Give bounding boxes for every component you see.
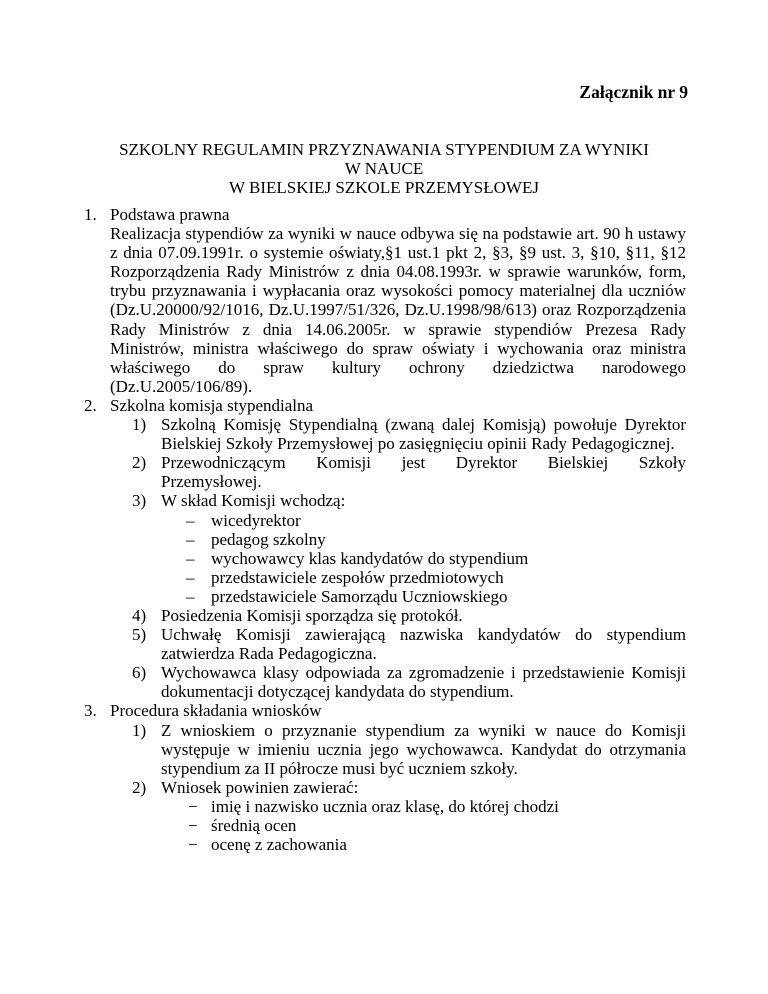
dash-mark: − (188, 816, 198, 835)
section-legal-basis (84, 205, 686, 396)
content-text: imię i nazwisko ucznia oraz klasę, do której chodzi (211, 796, 559, 816)
dash-mark: – (186, 510, 195, 530)
content-text: średnią ocen (211, 816, 297, 835)
document-body (84, 205, 686, 855)
procedure-point-2 (132, 777, 686, 855)
section-committee (84, 395, 686, 702)
point-number: 3) (132, 491, 147, 511)
point-text: Posiedzenia Komisji sporządza się protokół. (161, 605, 463, 625)
dash-mark: – (186, 586, 195, 606)
content-item (188, 796, 686, 816)
member-text: przedstawiciele Samorządu Uczniowskiego (211, 586, 508, 606)
point-text-line-2: Przemysłowej. (161, 472, 262, 492)
committee-point-4 (132, 605, 686, 625)
point-text: W skład Komisji wchodzą: (161, 491, 346, 511)
procedure-point-1 (132, 720, 686, 778)
content-item (188, 816, 686, 835)
section-heading: Szkolna komisja stypendialna (110, 395, 314, 415)
committee-point-1 (132, 415, 686, 454)
point-text-line-1: Przewodniczącym Komisji jest Dyrektor Bielskiej Szkoły (161, 453, 686, 473)
member-text: przedstawiciele zespołów przedmiotowych (211, 567, 504, 587)
annex-label: Załącznik nr 9 (579, 82, 688, 102)
member-text: pedagog szkolny (211, 529, 326, 549)
point-number: 5) (132, 625, 147, 645)
member-item (186, 510, 686, 530)
section-heading: Podstawa prawna (110, 205, 230, 224)
point-number: 4) (132, 605, 147, 625)
document-title (60, 140, 708, 197)
point-number: 6) (132, 663, 147, 683)
section-number: 3. (84, 701, 97, 721)
dash-mark: – (186, 567, 195, 587)
dash-mark: − (188, 796, 198, 816)
point-number: 1) (132, 720, 147, 740)
content-text: ocenę z zachowania (211, 835, 347, 855)
dash-mark: – (186, 548, 195, 568)
member-text: wychowawcy klas kandydatów do stypendium (211, 548, 529, 568)
member-item (186, 586, 686, 606)
point-text: Szkolną Komisję Stypendialną (zwaną dalej Komisją) powołuje Dyrektor Bielskiej Szkoły Przemysłowej po zasięgnięciu opinii Rady Pedagogicznej. (161, 415, 686, 454)
point-number: 2) (132, 777, 147, 797)
committee-point-3 (132, 491, 686, 606)
title-line-1: SZKOLNY REGULAMIN PRZYZNAWANIA STYPENDIUM ZA WYNIKI (119, 140, 649, 159)
point-number: 2) (132, 453, 147, 473)
committee-point-5 (132, 625, 686, 664)
section-number: 1. (84, 205, 97, 224)
member-item (186, 529, 686, 549)
point-text: Uchwałę Komisji zawierającą nazwiska kandydatów do stypendium zatwierdza Rada Pedagogiczna. (161, 625, 686, 664)
committee-point-2 (132, 453, 686, 492)
section-application-procedure (84, 701, 686, 855)
point-number: 1) (132, 415, 147, 435)
title-line-3: W BIELSKIEJ SZKOLE PRZEMYSŁOWEJ (229, 178, 539, 197)
member-text: wicedyrektor (211, 510, 301, 530)
dash-mark: − (188, 835, 198, 855)
point-text: Z wnioskiem o przyznanie stypendium za wyniki w nauce do Komisji występuje w imieniu ucznia jego wychowawca. Kandydat do otrzymania stypendium za II półrocze musi być uczniem szkoły. (161, 720, 686, 778)
point-text: Wniosek powinien zawierać: (161, 777, 359, 797)
member-item (186, 567, 686, 587)
section-number: 2. (84, 395, 97, 415)
title-line-2: W NAUCE (344, 159, 424, 178)
committee-point-6 (132, 663, 686, 702)
dash-mark: – (186, 529, 195, 549)
legal-basis-text: Realizacja stypendiów za wyniki w nauce odbywa się na podstawie art. 90 h ustawy z dnia 07.09.1991r. o systemie oświaty,§1 ust.1 pkt 2, §3, §9 ust. 3, §10, §11, §12 Rozporządzenia Rady Ministrów z dnia 04.08.1993r. w sprawie warunków, form, trybu przyznawania i wypłacania oraz wysokości pomocy materialnej dla uczniów (Dz.U.20000/92/1016, Dz.U.1997/51/326, Dz.U.1998/98/613) oraz Rozporządzenia Rady Ministrów z dnia 14.06.2005r. w sprawie stypendiów Prezesa Rady Ministrów, ministra właściwego do spraw oświaty i wychowania oraz ministra właściwego do spraw kultury ochrony dziedzictwa narodowego (Dz.U.2005/106/89). (110, 224, 686, 396)
point-text: Wychowawca klasy odpowiada za zgromadzenie i przedstawienie Komisji dokumentacji dotyczącej kandydata do stypendium. (161, 663, 686, 702)
member-item (186, 548, 686, 568)
section-heading: Procedura składania wniosków (110, 701, 322, 721)
content-item (188, 835, 686, 855)
